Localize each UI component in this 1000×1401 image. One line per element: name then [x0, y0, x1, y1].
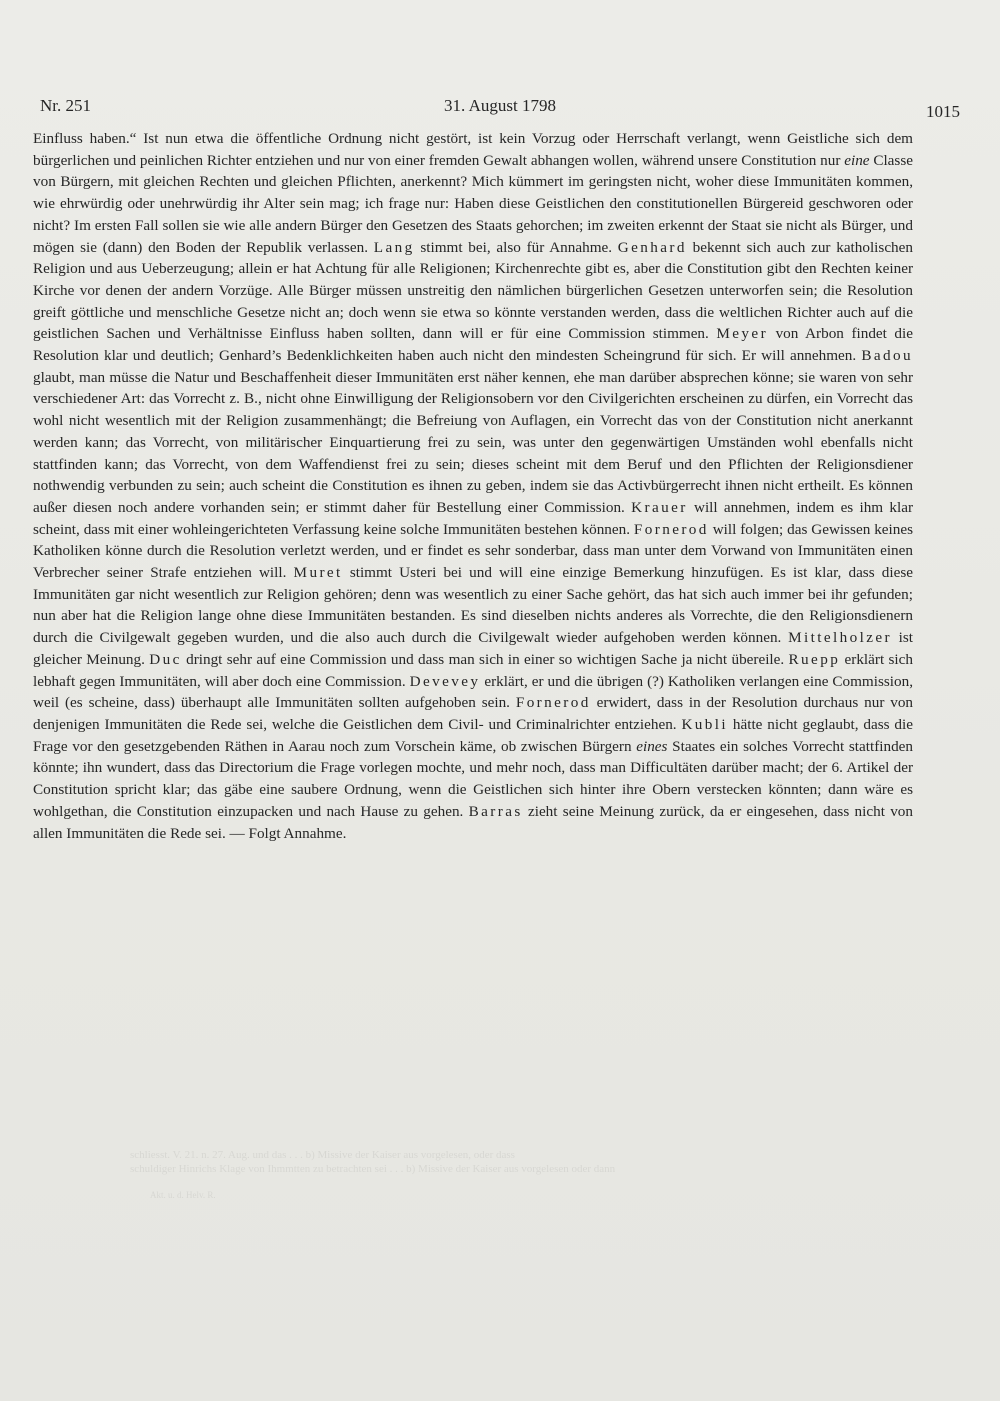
speaker-name: Kubli	[681, 715, 729, 733]
speaker-name: Ruepp	[788, 650, 841, 668]
speaker-name: Duc	[149, 650, 182, 668]
speaker-name: Lang	[373, 238, 415, 256]
text-run: hätte nicht geglaubt, dass die Frage vor den gesetzgebenden Räthen in Aarau noch zum Vorschein käme, ob zwischen Bürgern	[33, 715, 913, 755]
text-run: erklärt sich lebhaft gegen Immunitäten, will aber doch eine Commission.	[33, 650, 913, 690]
main-paragraph	[33, 128, 913, 844]
speaker-name: Fornerod	[633, 520, 709, 538]
text-run: dringt sehr auf eine Commission und dass man sich in einer so wichtigen Sache ja nicht übereile.	[181, 650, 789, 668]
speaker-name: Mittelholzer	[788, 629, 892, 647]
speaker-name: Barras	[468, 802, 523, 820]
speaker-name: Muret	[293, 564, 343, 582]
speaker-name: Krauer	[631, 498, 688, 516]
speaker-name: Badou	[861, 347, 913, 365]
document-date: 31. August 1798	[444, 96, 556, 115]
document-number: Nr. 251	[40, 96, 91, 115]
bleed-through-text	[130, 1148, 1000, 1176]
text-run: ist gleicher Meinung.	[33, 629, 913, 668]
text-run: will folgen; das Gewissen keines Katholiken könne durch die Resolution verletzt werden, und er findet es sehr sonderbar, dass man unter dem Vorwand von Immunitäten einen Verbrecher seiner Strafe entziehen will.	[33, 520, 913, 582]
emphasis: eine	[844, 151, 870, 169]
text-run: von Arbon findet die Resolution klar und deutlich; Genhard’s Bedenklichkeiten haben auch nicht den mindesten Scheingrund für sich. Er will annehmen.	[33, 325, 913, 365]
text-run: bekennt sich auch zur katholischen Religion und aus Ueberzeugung; allein er hat Achtung für alle Religionen; Kirchenrechte gibt es, aber die Constitution gibt den Rechten keiner Kirche vor denen der andern Vorzüge. Alle Bürger müssen unstreitig den nämlichen bürgerlichen Gesetzen unterworfen sein; die Resolution greift göttliche und menschliche Gesetze nicht an; doch wenn sie etwa so könnte verstanden werden, dass die weltlichen Richter auch auf die geistlichen Sachen und Verhältnisse Einfluss haben sollten, dann will er für eine Commission stimmen.	[33, 238, 913, 343]
bleed-through-footer: Akt. u. d. Helv. R.	[150, 1190, 216, 1200]
text-run: will annehmen, indem es ihm klar scheint, dass mit einer wohleingerichteten Verfassung keine solche Immunitäten bestehen können.	[33, 498, 913, 538]
text-run: glaubt, man müsse die Natur und Beschaffenheit dieser Immunitäten erst näher kennen, ehe man darüber absprechen könne; sie waren von sehr verschiedener Art: das Vorrecht z. B., nicht ohne Einwilligung der Religionsobern vor den Civilgerichten erscheinen zu dürfen, ein Vorrecht das wohl nicht wesentlich mit der Religion zusammenhängt; die Befreiung von Auflagen, ein Vorrecht das von der Constitution nicht anerkannt werden kann; das Vorrecht, von militärischer Einquartierung frei zu sein, was unter den gegenwärtigen Umständen wohl ebenfalls nicht stattfinden kann; das Vorrecht, von dem Waffendienst frei zu sein; dieses scheint mit dem Beruf und den Pflichten der Religionsdiener nothwendig verbunden zu sein; auch scheint die Constitution es ihnen zu geben, indem sie das Activbürgerrecht ihnen nicht ertheilt. Es können außer diesen noch andere vorhanden sein; er stimmt daher für Bestellung einer Commission.	[33, 368, 913, 516]
speaker-name: Genhard	[617, 238, 687, 256]
page-number: 1015	[926, 102, 960, 121]
speaker-name: Fornerod	[515, 694, 591, 712]
body-text	[33, 128, 913, 844]
speaker-name: Meyer	[716, 325, 769, 343]
bleed-line-1: schliesst. V. 21. n. 27. Aug. und das . . . b) Missive der Kaiser aus vorgelesen, oder dass	[130, 1149, 515, 1161]
text-run: erklärt, er und die übrigen (?) Katholiken verlangen eine Commission, weil (es scheine, dass) überhaupt alle Immunitäten sollten aufgehoben sein.	[33, 672, 913, 712]
text-run: stimmt Usteri bei und will eine einzige Bemerkung hinzufügen. Es ist klar, dass diese Immunitäten gar nicht wesentlich zur Religion gehören; denn was wesentlich zu einer Sache gehört, das hat sich auch immer bei ihr gefunden; nun aber hat die Religion lange ohne diese Immunitäten bestanden. Es sind dieselben nichts anderes als Vorrechte, die den Religionsdienern durch die Civilgewalt gegeben wurden, und die also auch durch die Civilgewalt wieder aufgehoben werden können.	[33, 564, 913, 647]
bleed-line-2: schuldiger Hinrichs Klage von Ihmmtten zu betrachten sei . . . b) Missive der Kaiser aus vorgelesen oder dann	[130, 1163, 616, 1175]
running-header	[40, 94, 960, 120]
text-run: erwidert, dass in der Resolution durchaus nur von denjenigen Immunitäten die Rede sei, welche die Geistlichen dem Civil- und Criminalrichter entziehen.	[33, 694, 914, 733]
text-run: stimmt bei, also für Annahme.	[414, 238, 618, 256]
speaker-name: Devevey	[409, 672, 481, 690]
text-run: Classe von Bürgern, mit gleichen Rechten und gleichen Pflichten, anerkennt? Mich kümmert im geringsten nicht, woher diese Immunitäten kommen, wie ehrwürdig oder unehrwürdig ihr Alter sein mag; ich frage nur: Haben diese Geistlichen den constitutionellen Bürgereid geschworen oder nicht? Im ersten Fall sollen sie wie alle andern Bürger den Gesetzen des Staats gehorchen; im zweiten erkennt der Staat sie nicht als Bürger, und mögen sie (dann) den Boden der Republik verlassen.	[33, 151, 913, 256]
text-run: Einfluss haben.“ Ist nun etwa die öffentliche Ordnung nicht gestört, ist kein Vorzug oder Herrschaft verlangt, wenn Geistliche sich dem bürgerlichen und peinlichen Richter entziehen und nur von einer fremden Gewalt abhangen wollen, während unsere Constitution nur	[33, 130, 913, 169]
text-run: zieht seine Meinung zurück, da er eingesehen, dass nicht von allen Immunitäten die Rede sei. — Folgt Annahme.	[33, 802, 913, 842]
text-run: Staates ein solches Vorrecht stattfinden könnte; ihn wundert, dass das Directorium die Frage vorlegen mochte, und mehr noch, dass man Difficultäten darüber macht; der 6. Artikel der Constitution spricht klar; das gäbe eine saubere Ordnung, wenn die Geistlichen sich hinter ihre Obern verstecken könnten; dann wäre es wohlgethan, die Constitution einzupacken und nach Hause zu gehen.	[33, 737, 913, 820]
emphasis: eines	[636, 737, 668, 755]
